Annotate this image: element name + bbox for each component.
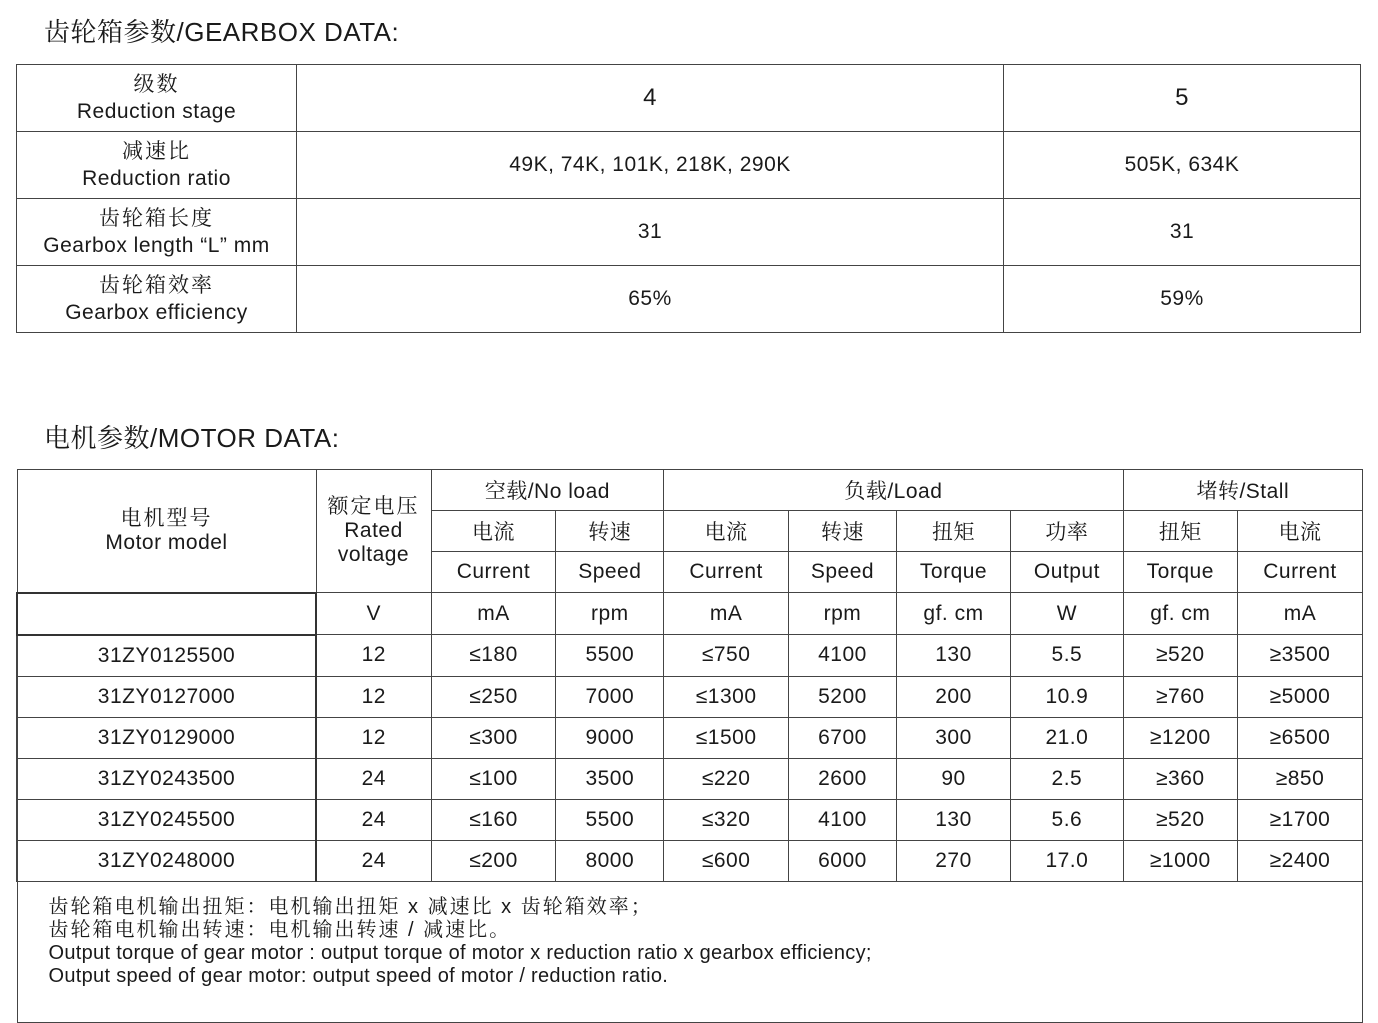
data-cell: 24 — [316, 758, 431, 799]
data-cell: 270 — [896, 840, 1010, 881]
column-header-en: Current — [1237, 552, 1362, 593]
row-label — [17, 65, 297, 132]
column-header-cn: 转速 — [789, 511, 897, 552]
data-cell: 6700 — [789, 717, 897, 758]
row-label — [17, 199, 297, 266]
data-cell: ≤250 — [431, 676, 556, 717]
data-cell: ≥2400 — [1237, 840, 1362, 881]
label-cn: 齿轮箱长度 — [99, 207, 214, 230]
table-row — [17, 199, 1361, 266]
note-line: 齿轮箱电机输出扭矩：电机输出扭矩 x 减速比 x 齿轮箱效率； — [48, 895, 653, 918]
column-header-en: Torque — [896, 552, 1010, 593]
model-header-en: Motor model — [105, 530, 228, 554]
row-label — [17, 266, 297, 333]
data-cell: ≥360 — [1123, 758, 1237, 799]
model-unit-cell — [17, 593, 316, 635]
column-header-cn: 功率 — [1011, 511, 1123, 552]
label-en: Reduction ratio — [82, 167, 231, 190]
motor-table — [16, 469, 1363, 1023]
column-header-cn: 转速 — [556, 511, 664, 552]
row-label — [17, 132, 297, 199]
stage-5-cell: 59% — [1004, 266, 1361, 333]
unit-cell: rpm — [789, 593, 897, 635]
unit-cell: rpm — [556, 593, 664, 635]
data-cell: ≥5000 — [1237, 676, 1362, 717]
data-cell: ≥1200 — [1123, 717, 1237, 758]
label-en: Reduction stage — [76, 100, 237, 123]
data-cell: ≤180 — [431, 635, 556, 677]
stall-group-header: 堵转/Stall — [1123, 470, 1362, 511]
label-cn: 减速比 — [122, 140, 191, 163]
gearbox-section-title: 齿轮箱参数/GEARBOX DATA: — [44, 17, 400, 47]
table-row — [17, 65, 1361, 132]
stage-5-cell: 31 — [1004, 199, 1361, 266]
data-cell: ≤100 — [431, 758, 556, 799]
column-header-cn: 电流 — [1237, 511, 1362, 552]
data-cell: ≤220 — [664, 758, 789, 799]
data-cell: ≤1500 — [664, 717, 789, 758]
data-cell: ≥1000 — [1123, 840, 1237, 881]
data-cell: 12 — [316, 635, 431, 677]
stage-5-cell: 5 — [1004, 65, 1361, 132]
model-cell: 31ZY0129000 — [17, 717, 316, 758]
noload-group-header: 空载/No load — [431, 470, 664, 511]
model-header-cn: 电机型号 — [120, 506, 213, 530]
data-cell: ≥3500 — [1237, 635, 1362, 677]
note-line: Output speed of gear motor: output speed of motor / reduction ratio. — [48, 964, 669, 987]
column-header-en: Current — [664, 552, 789, 593]
column-header-en: Output — [1011, 552, 1123, 593]
data-cell: ≤320 — [664, 799, 789, 840]
unit-row — [17, 593, 1363, 635]
load-group-header: 负载/Load — [664, 470, 1123, 511]
unit-cell: mA — [431, 593, 556, 635]
column-header-cn: 电流 — [431, 511, 556, 552]
data-cell: ≤1300 — [664, 676, 789, 717]
model-cell: 31ZY0127000 — [17, 676, 316, 717]
label-en: Gearbox efficiency — [65, 301, 248, 324]
table-row — [17, 840, 1363, 881]
column-header-en: Speed — [556, 552, 664, 593]
data-cell: 5200 — [789, 676, 897, 717]
data-cell: 3500 — [556, 758, 664, 799]
unit-cell: mA — [1237, 593, 1362, 635]
model-cell: 31ZY0243500 — [17, 758, 316, 799]
data-cell: 9000 — [556, 717, 664, 758]
data-cell: 130 — [896, 799, 1010, 840]
unit-cell: W — [1011, 593, 1123, 635]
stage-4-cell: 65% — [297, 266, 1004, 333]
column-header-cn: 扭矩 — [896, 511, 1010, 552]
model-cell: 31ZY0248000 — [17, 840, 316, 881]
stage-4-cell: 4 — [297, 65, 1004, 132]
data-cell: 2600 — [789, 758, 897, 799]
data-cell: 5.6 — [1011, 799, 1123, 840]
data-cell: 7000 — [556, 676, 664, 717]
voltage-header — [316, 470, 431, 593]
data-cell: ≤300 — [431, 717, 556, 758]
header-row — [17, 470, 1363, 511]
motor-section-title: 电机参数/MOTOR DATA: — [44, 423, 340, 453]
column-header-en: Torque — [1123, 552, 1237, 593]
data-cell: 4100 — [789, 635, 897, 677]
table-row — [17, 758, 1363, 799]
data-cell: 2.5 — [1011, 758, 1123, 799]
voltage-header-en-2: voltage — [337, 543, 410, 566]
data-cell: ≥760 — [1123, 676, 1237, 717]
data-cell: ≥520 — [1123, 635, 1237, 677]
unit-cell: gf. cm — [896, 593, 1010, 635]
data-cell: 6000 — [789, 840, 897, 881]
data-cell: 24 — [316, 840, 431, 881]
column-header-en: Speed — [789, 552, 897, 593]
stage-5-cell: 505K, 634K — [1004, 132, 1361, 199]
voltage-header-cn: 额定电压 — [327, 495, 420, 518]
data-cell: 12 — [316, 717, 431, 758]
data-cell: 10.9 — [1011, 676, 1123, 717]
data-cell: 300 — [896, 717, 1010, 758]
data-cell: 12 — [316, 676, 431, 717]
note-line: Output torque of gear motor : output torque of motor x reduction ratio x gearbox efficiency; — [48, 941, 872, 964]
voltage-header-en-1: Rated — [344, 519, 403, 542]
formula-notes — [17, 881, 1363, 1022]
unit-cell: gf. cm — [1123, 593, 1237, 635]
data-cell: 4100 — [789, 799, 897, 840]
column-header-en: Current — [431, 552, 556, 593]
data-cell: ≤750 — [664, 635, 789, 677]
data-cell: ≥850 — [1237, 758, 1362, 799]
data-cell: ≤200 — [431, 840, 556, 881]
data-cell: ≥6500 — [1237, 717, 1362, 758]
column-header-cn: 扭矩 — [1123, 511, 1237, 552]
model-header — [17, 470, 316, 593]
data-cell: 5500 — [556, 635, 664, 677]
data-cell: 17.0 — [1011, 840, 1123, 881]
data-cell: 8000 — [556, 840, 664, 881]
table-row — [17, 676, 1363, 717]
notes-row — [17, 881, 1363, 1022]
model-cell: 31ZY0125500 — [17, 635, 316, 677]
model-cell: 31ZY0245500 — [17, 799, 316, 840]
table-row — [17, 635, 1363, 677]
data-cell: ≤600 — [664, 840, 789, 881]
data-cell: ≤160 — [431, 799, 556, 840]
label-cn: 级数 — [133, 73, 180, 96]
label-en: Gearbox length “L” mm — [43, 234, 270, 257]
gearbox-table — [16, 64, 1361, 333]
table-row — [17, 799, 1363, 840]
label-cn: 齿轮箱效率 — [99, 274, 214, 297]
stage-4-cell: 31 — [297, 199, 1004, 266]
data-cell: 5.5 — [1011, 635, 1123, 677]
data-cell: 130 — [896, 635, 1010, 677]
data-cell: ≥1700 — [1237, 799, 1362, 840]
data-cell: 5500 — [556, 799, 664, 840]
note-line: 齿轮箱电机输出转速：电机输出转速 / 减速比。 — [48, 918, 512, 941]
data-cell: 90 — [896, 758, 1010, 799]
unit-cell: V — [316, 593, 431, 635]
table-row — [17, 266, 1361, 333]
column-header-cn: 电流 — [664, 511, 789, 552]
data-cell: 21.0 — [1011, 717, 1123, 758]
data-cell: 24 — [316, 799, 431, 840]
stage-4-cell: 49K, 74K, 101K, 218K, 290K — [297, 132, 1004, 199]
data-cell: 200 — [896, 676, 1010, 717]
data-cell: ≥520 — [1123, 799, 1237, 840]
unit-cell: mA — [664, 593, 789, 635]
table-row — [17, 132, 1361, 199]
table-row — [17, 717, 1363, 758]
